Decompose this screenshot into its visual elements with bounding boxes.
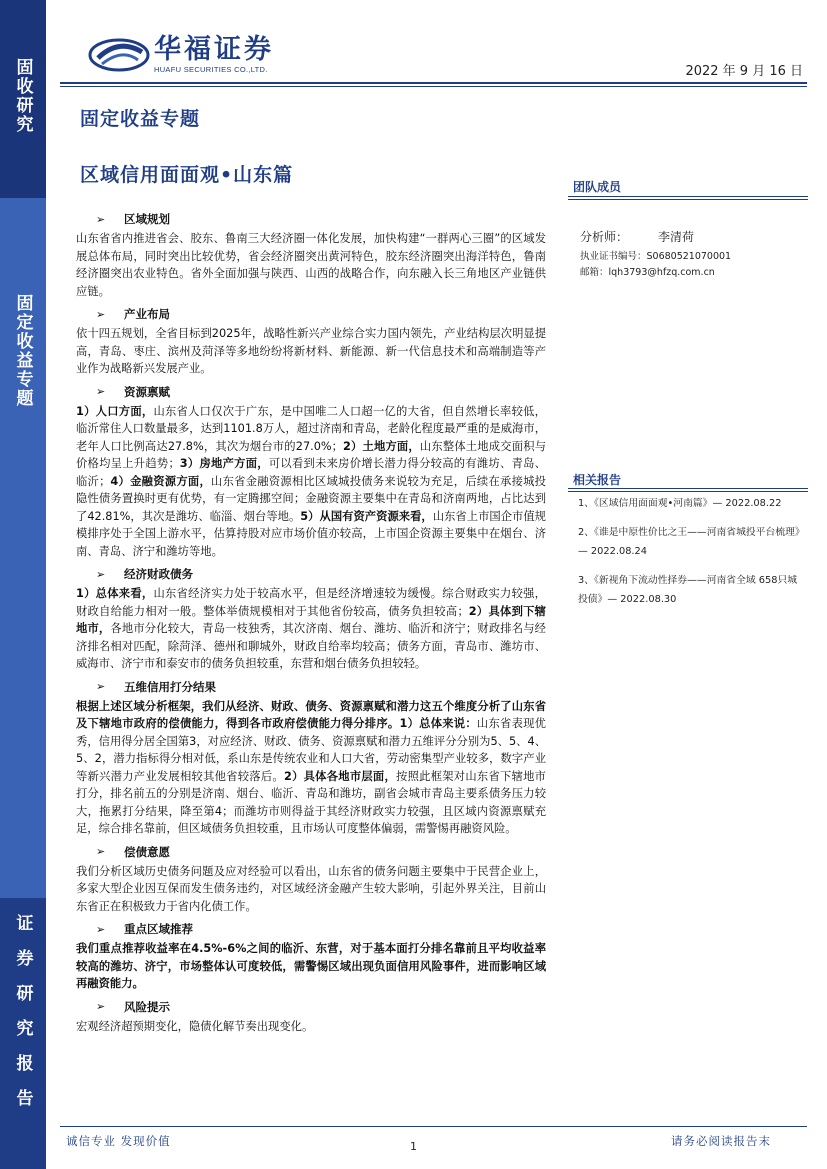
- related-divider: [568, 488, 808, 489]
- text-run: 山东省表现优秀，信用得分居全国第3，对应经济、财政、债务、资源禀赋和潜力五维评分分别为5、5、4、5、2，潜力指标得分相对低，系山东是传统农业和人口大省，劳动密集型产业较多，数字产业等新兴潜力产业发展相较其他省较落后。: [76, 717, 546, 783]
- section-heading: [76, 563, 546, 585]
- bold-text-run: 5）从国有资产资源来看，: [300, 509, 433, 523]
- section-paragraph: [76, 940, 546, 993]
- bold-text-run: 我们重点推荐收益率在4.5%-6%之间的临沂、东营，对于基本面打分排名靠前且平均收益率较高的潍坊、济宁，市场整体认可度较低，需警惕区域出现负面信用风险事件，进而影响区域再融资能力。: [76, 942, 546, 990]
- text-run: 山东省人口仅次于广东，是中国唯二人口超一亿的大省，但自然增长率较低，临沂常住人口数量最多，达到1101.8万人，超过济南和青岛，老龄化程度最严重的是威海市，老年人口比例高达27.8%，其次为烟台市的27.0%；: [76, 404, 546, 453]
- sidebar-middle-label: 固定收益专题: [12, 294, 33, 408]
- text-run: 山东省金融资源相比区域城投债务来说较为充足，后续在承接城投隐性债务置换时更有优势，有一定腾挪空间；金融资源主要集中在青岛和济南两地，占比达到了42.81%，其次是潍坊、临淄、烟台等地。: [76, 474, 546, 523]
- related-list: [578, 494, 806, 619]
- section-heading: [76, 841, 546, 863]
- arrow-bullet-icon: ➢: [96, 680, 106, 693]
- team-divider-thin: [568, 199, 808, 200]
- section-heading: [76, 918, 546, 940]
- team-divider: [568, 196, 808, 197]
- team-heading: 团队成员: [573, 180, 622, 194]
- left-sidebar: [0, 0, 46, 1169]
- related-report-item[interactable]: 3、《新视角下流动性择券——河南省全域 658只城投债》— 2022.08.30: [578, 575, 798, 605]
- section-heading-text: 资源禀赋: [124, 384, 170, 399]
- analyst-cert: 执业证书编号：S0680521070001: [580, 251, 732, 262]
- header-divider: [60, 82, 807, 84]
- bold-text-run: 2）具体到下辖地市，: [76, 604, 546, 635]
- report-type: 固定收益专题: [80, 108, 201, 130]
- related-divider-thin: [568, 491, 808, 492]
- arrow-bullet-icon: ➢: [96, 385, 106, 398]
- text-run: 按照此框架对山东省下辖地市打分，排名前五的分别是济南、烟台、临沂、青岛和潍坊，副省会城市青岛主要系债务压力较大，拖累打分结果，降至第4；而潍坊市则得益于其经济财政实力较强，且区域内资源禀赋充足，综合排名靠前，但区域债务负担较重，且市场认可度整体偏弱，需警惕再融资风险。: [76, 769, 546, 835]
- section-paragraph: [76, 585, 546, 673]
- analyst-name: 李清荷: [658, 230, 695, 244]
- sidebar-bottom-label: 证券研究报告: [12, 914, 33, 1124]
- section-heading-text: 经济财政债务: [124, 567, 193, 581]
- section-heading: [76, 303, 546, 325]
- section-paragraph: [76, 1018, 546, 1036]
- bold-text-run: 4）金融资源方面，: [110, 474, 212, 488]
- sidebar-top-label: 固收研究: [12, 58, 33, 134]
- arrow-bullet-icon: ➢: [96, 567, 106, 581]
- bold-text-run: 3）房地产方面，: [179, 457, 269, 470]
- company-logo: [88, 35, 274, 74]
- section-paragraph: [76, 325, 546, 378]
- section-heading-text: 重点区域推荐: [124, 922, 193, 936]
- sidebar-top-block: [0, 0, 46, 198]
- sidebar-bottom-block: [0, 898, 46, 1169]
- arrow-bullet-icon: ➢: [96, 212, 106, 226]
- text-run: 山东省上市国企市值规模排序处于全国上游水平，估算持股对应市场价值亦较高，上市国企资源主要集中在烟台、济南、青岛、济宁和潍坊等地。: [76, 509, 546, 558]
- arrow-bullet-icon: ➢: [96, 307, 106, 321]
- text-run: 山东省经济实力处于较高水平，但是经济增速较为缓慢。综合财政实力较强，财政自给能力相对一般。整体举债规模相对于其他省份较高，债务负担较高；: [76, 587, 546, 618]
- page-number: 1: [410, 1140, 417, 1153]
- report-title: 区域信用面面观•山东篇: [80, 164, 294, 186]
- section-heading-text: 风险提示: [124, 999, 170, 1014]
- bold-text-run: 1）人口方面，: [76, 404, 154, 418]
- analyst-email[interactable]: 邮箱：lqh3793@hfzq.com.cn: [580, 267, 715, 278]
- footer-divider: [60, 1126, 807, 1127]
- logo-emblem-icon: [88, 38, 150, 72]
- text-run: 各地市分化较大，青岛一枝独秀，其次济南、烟台、潍坊、临沂和济宁；财政排名与经济排名相对匹配，除菏泽、德州和聊城外，财政自给率均较高；债务方面，青岛市、潍坊市、威海市、济宁市和泰安市的债务负担较重，东营和烟台债务负担较轻。: [76, 622, 546, 670]
- company-name-cn: 华福证券: [154, 34, 274, 65]
- bold-text-run: 2）具体各地市层面，: [283, 769, 397, 783]
- bold-text-run: 1）总体来看，: [76, 587, 154, 600]
- section-heading-text: 五维信用打分结果: [124, 679, 216, 694]
- related-report-item[interactable]: 1、《区域信用面面观•河南篇》— 2022.08.22: [578, 498, 782, 509]
- analyst-label: 分析师：: [580, 230, 629, 244]
- arrow-bullet-icon: ➢: [96, 922, 106, 936]
- bold-text-run: 1）总体来说：: [399, 717, 477, 730]
- text-run: 山东省省内推进省会、胶东、鲁南三大经济圈一体化发展，加快构建“一群两心三圈”的区域发展总体布局，同时突出比较优势，省会经济圈突出黄河特色，胶东经济圈突出海洋特色，鲁南经济圈突出农业特色。省外全面加强与陕西、山西的战略合作，向东融入长三角地区产业链供应链。: [76, 232, 546, 298]
- related-heading: 相关报告: [573, 473, 622, 487]
- related-report-item[interactable]: 2、《谁是中原性价比之王——河南省城投平台梳理》— 2022.08.24: [578, 527, 805, 557]
- report-date: 2022 年 9 月 16 日: [685, 64, 803, 79]
- section-heading: [76, 676, 546, 698]
- section-heading-text: 区域规划: [124, 212, 170, 226]
- text-run: 宏观经济超预期变化，隐债化解节奏出现变化。: [76, 1019, 314, 1033]
- text-run: 依十四五规划，全省目标到2025年，战略性新兴产业综合实力国内领先，产业结构层次明显提高，青岛、枣庄、滨州及菏泽等多地纷纷将新材料、新能源、新一代信息技术和高端制造等产业作为战略新兴发展产业。: [76, 327, 546, 375]
- footer-slogan: 诚信专业 发现价值: [66, 1134, 171, 1148]
- section-paragraph: [76, 698, 546, 838]
- sidebar-middle-block: [0, 198, 46, 898]
- summary-content: [76, 208, 546, 1038]
- text-run: 我们分析区域历史债务问题及应对经验可以看出，山东省的债务问题主要集中于民营企业上，多家大型企业因互保而发生债务违约，对区域经济金融产生较大影响，引起外界关注，目前山东省正在积极致力于省内化债工作。: [76, 864, 546, 913]
- section-paragraph: [76, 403, 546, 561]
- company-name-en: HUAFU SECURITIES CO.,LTD.: [154, 65, 268, 74]
- analyst-line: [580, 228, 694, 245]
- section-heading-text: 偿债意愿: [124, 844, 170, 859]
- section-heading: [76, 208, 546, 230]
- text-run: 山东整体土地成交面积与价格均呈上升趋势；: [76, 439, 546, 470]
- section-paragraph: [76, 863, 546, 916]
- bold-text-run: 根据上述区域分析框架，我们从经济、财政、债务、资源禀赋和潜力这五个维度分析了山东省及下辖地市政府的偿债能力，得到各市政府偿债能力得分排序。: [76, 699, 546, 730]
- text-run: 可以看到未来房价增长潜力得分较高的有潍坊、青岛、临沂；: [76, 457, 546, 488]
- header-divider-thin: [60, 86, 807, 87]
- arrow-bullet-icon: ➢: [96, 845, 106, 858]
- arrow-bullet-icon: ➢: [96, 1000, 106, 1013]
- footer-disclaimer: 请务必阅读报告末: [671, 1134, 771, 1148]
- section-heading: [76, 996, 546, 1018]
- section-heading-text: 产业布局: [124, 307, 170, 321]
- section-heading: [76, 381, 546, 403]
- section-paragraph: [76, 230, 546, 300]
- bold-text-run: 2）土地方面，: [342, 439, 420, 453]
